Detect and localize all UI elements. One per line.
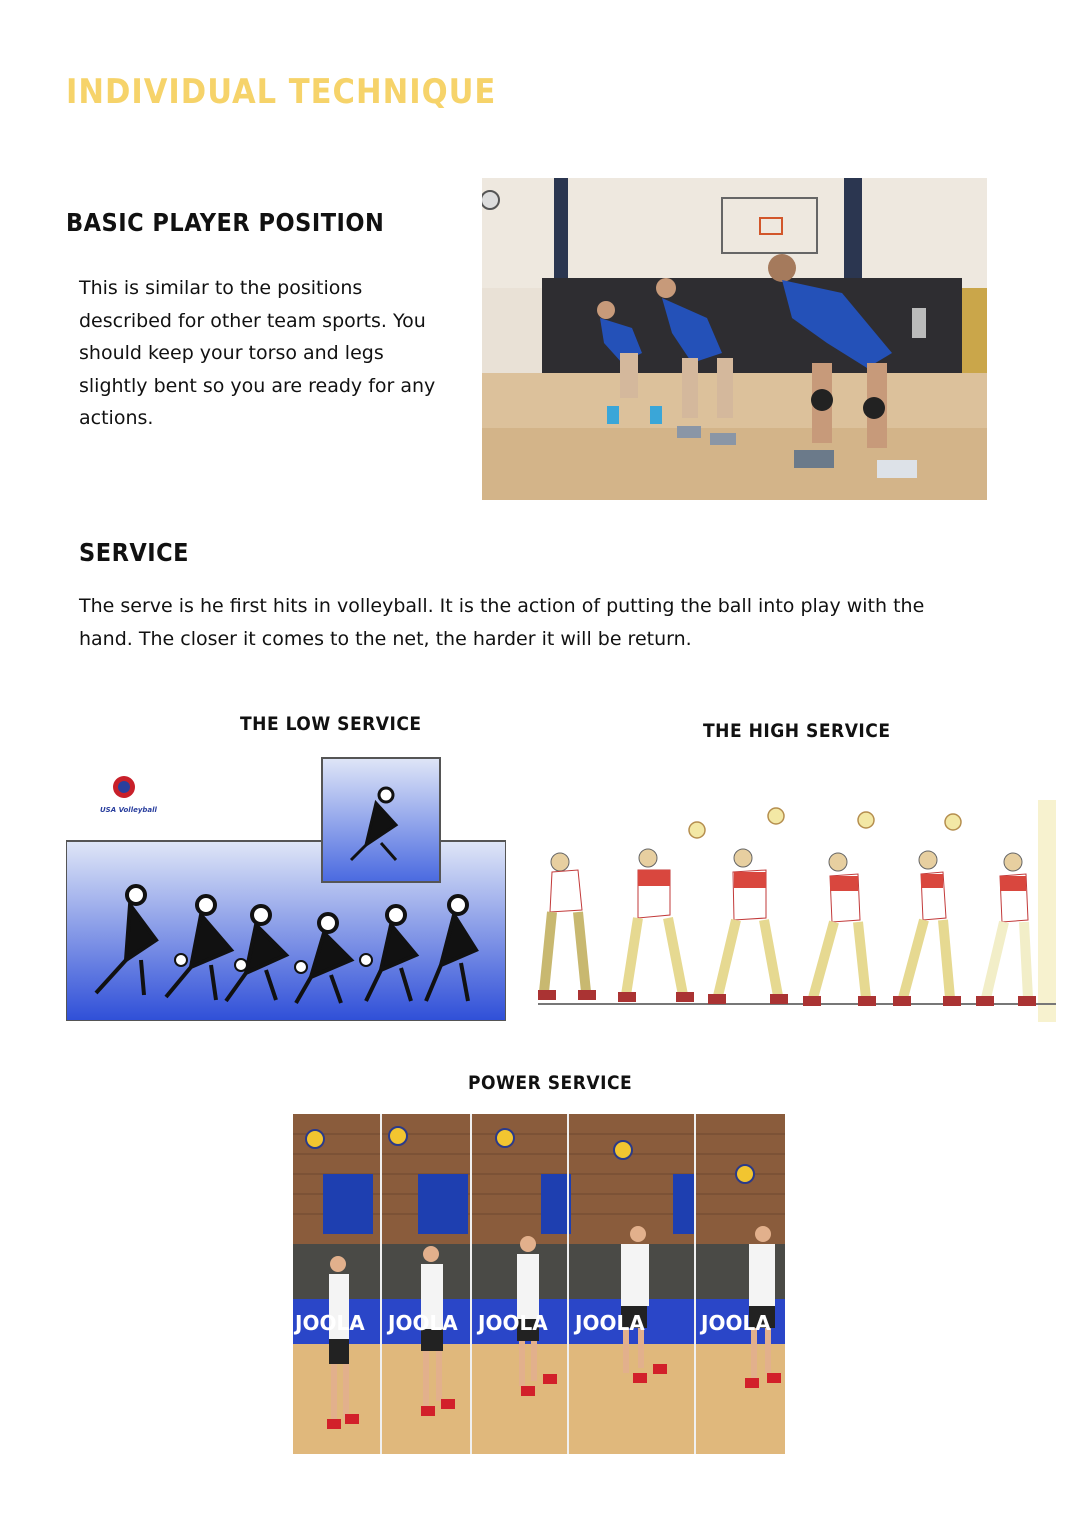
banner-text: JOOLA [701,1311,771,1335]
power-service-photo-sequence [293,1114,785,1454]
low-service-caption: THE LOW SERVICE [240,713,422,735]
usa-volleyball-logo-text: USA Volleyball [100,806,157,814]
basic-position-heading: BASIC PLAYER POSITION [66,208,385,237]
banner-text: JOOLA [478,1311,548,1335]
high-service-illustration [538,800,1056,1022]
banner-text: JOOLA [575,1311,645,1335]
basic-position-photo [482,178,987,500]
basic-position-text: This is similar to the positions described for other team sports. You should keep your torso and legs slightly bent so you are ready for any actions. [79,277,436,429]
page-title: INDIVIDUAL TECHNIQUE [66,72,497,112]
banner-text: JOOLA [295,1311,365,1335]
banner-text: JOOLA [388,1311,458,1335]
power-service-caption: POWER SERVICE [468,1072,633,1094]
service-text: The serve is he first hits in volleyball. It is the action of putting the ball into play with the hand. The closer it comes to the net, the harder it will be return. [79,595,925,650]
high-service-caption: THE HIGH SERVICE [703,720,891,742]
service-heading: SERVICE [79,538,190,567]
low-service-illustration [66,755,506,1021]
